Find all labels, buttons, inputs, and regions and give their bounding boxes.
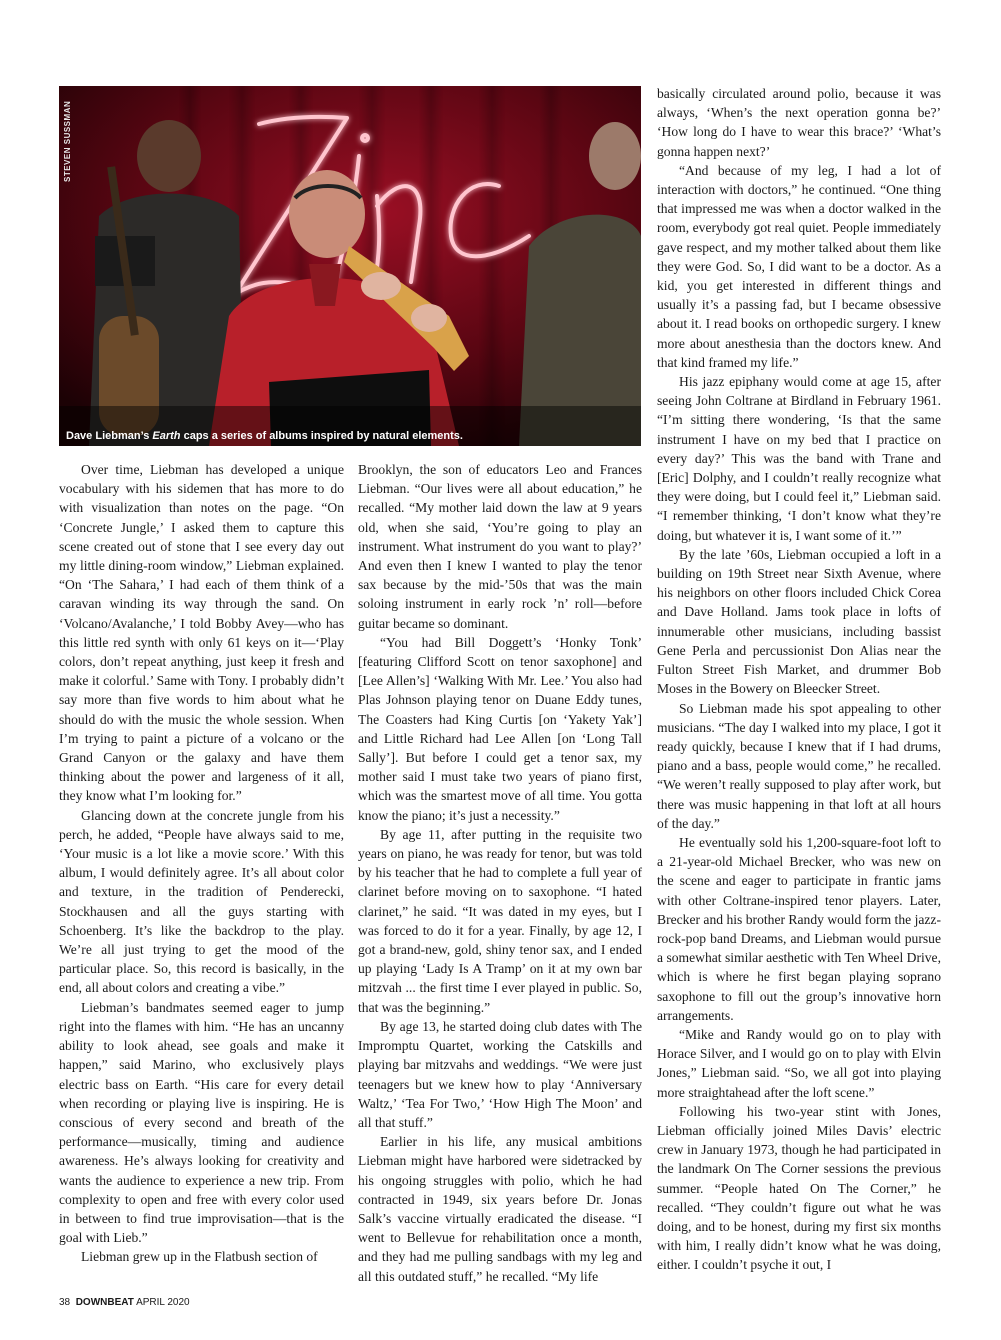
paragraph: basically circulated around polio, because it was always, ‘When’s the next operation gonna be?’ ‘How long do I have to wear this brace?’ ‘What’s gonna happen next?’ bbox=[657, 86, 941, 159]
paragraph: By the late ’60s, Liebman occupied a loft in a building on 19th Street near Sixth Avenue, where his neighbors on other floors included Chick Corea and Dave Holland. Jams took place in lofts of innumerable other musicians, including bassist Gene Perla and percussionist Don Alias near the Fulton Street Fish Market, and drummer Bob Moses in the Bowery on Bleecker Street. bbox=[657, 546, 941, 697]
paragraph: “Mike and Randy would go on to play with Horace Silver, and I would go on to play with Elvin Jones,” Liebman said. “So, we all got into playing more straightahead after the loft scene.” bbox=[657, 1026, 941, 1100]
article-column-2 bbox=[358, 460, 642, 1286]
article-column-1 bbox=[59, 460, 344, 1267]
paragraph: His jazz epiphany would come at age 15, after seeing John Coltrane at Birdland in February 1961. “I’m sitting there wondering, ‘Is that the same instrument I have on my bed that I practice on every day?’ This was the band with Trane and [Eric] Dolphy, and I couldn’t really recognize what they were doing, but I could feel it,” Liebman said. “I remember thinking, ‘I don’t know what they’re doing, but whatever it is, I want some of it.’” bbox=[657, 374, 941, 543]
paragraph: Earlier in his life, any musical ambitions Liebman might have harbored were sidetracked by his ongoing struggles with polio, which he had contracted in 1949, six years before Dr. Jonas Salk’s vaccine virtually eradicated the disease. “I went to Bellevue for rehabilitation once a month, and they had me pulling sandbags with my leg and all this outdated stuff,” he recalled. “My life bbox=[358, 1134, 642, 1284]
paragraph: Following his two-year stint with Jones, Liebman officially joined Miles Davis’ electric crew in January 1973, though he had participated in the landmark On The Corner sessions the previous summer. “People hated On The Corner,” he recalled. “They couldn’t figure out what he was doing, and to be honest, during my first six months with him, I really didn’t know what he was doing, either. I couldn’t psyche it out, I bbox=[657, 1103, 941, 1273]
paragraph: Over time, Liebman has developed a unique vocabulary with his sidemen that has more to do with visualization than notes on the page. “On ‘Concrete Jungle,’ I asked them to capture this scene created out of stone that I see every day out my little dining-room window,” Liebman explained. “On ‘The Sahara,’ I had each of them think of a caravan winding its way through the sand. On ‘Volcano/Avalanche,’ I told Bobby Avey—who has this little red synth with only 61 keys on it—‘Play colors, don’t repeat anything, just keep it fresh and make it colorful.’ Same with Tony. I probably didn’t say more than five words to him about what he should do with the music the whole session. When I’m trying to paint a picture of a volcano or the Grand Canyon or the galaxy and have them thinking about the power and largeness of it all, they know what I’m looking for.” bbox=[59, 462, 344, 804]
page-folio bbox=[59, 1297, 190, 1308]
caption-album-title: Earth bbox=[152, 430, 181, 442]
paragraph: By age 11, after putting in the requisite two years on piano, he was ready for tenor, but was told by his teacher that he had to complete a full year of clarinet before moving on to saxophone. “I hated clarinet,” he said. “It was dated in my eyes, but I was forced to do it for a year. Finally, by age 12, I got a brand-new, gold, shiny tenor sax, and I ended up playing ‘Lady Is A Tramp’ on it at my own bar mitzvah ... the first time I ever played in public. So, that was the beginning.” bbox=[358, 826, 642, 1015]
paragraph: “And because of my leg, I had a lot of interaction with doctors,” he continued. “One thing that impressed me was when a doctor walked in the room, everybody got real quiet. People immediately gave respect, and my mother talked about them like they were God. So, I did want to be a doctor. As a kid, you get interested in different things and usually it’s a passing fad, but I became obsessive about it. I read books on orthopedic surgery. I knew more about anesthesia than the doctors knew. And that kind framed my life.” bbox=[657, 162, 941, 370]
caption-text-pre: Dave Liebman’s bbox=[66, 430, 153, 442]
issue-date: APRIL 2020 bbox=[136, 1297, 190, 1308]
paragraph: Brooklyn, the son of educators Leo and Frances Liebman. “Our lives were all about education,” he recalled. “My mother laid down the law at 9 years old, when she said, ‘You’re going to play an instrument. What instrument do you want to play?’ And even then I knew I wanted to play the tenor sax because by the mid-’50s that was the main soloing instrument in early rock ’n’ roll—before guitar became so dominant. bbox=[358, 462, 642, 631]
article-column-3 bbox=[657, 84, 941, 1275]
photo-credit: STEVEN SUSSMAN bbox=[63, 100, 72, 182]
paragraph: By age 13, he started doing club dates with The Impromptu Quartet, working the Catskills and playing bar mitzvahs and weddings. “We were just teenagers but we knew how to play ‘Anniversary Waltz,’ ‘Tea For Two,’ ‘How High The Moon’ and all that stuff.” bbox=[358, 1018, 642, 1130]
paragraph: Liebman grew up in the Flatbush section of bbox=[81, 1249, 318, 1265]
paragraph: “You had Bill Doggett’s ‘Honky Tonk’ [featuring Clifford Scott on tenor saxophone] and [Lee Allen’s] ‘Walking With Mr. Lee.’ You also had Plas Johnson playing tenor on Duane Eddy tunes, The Coasters had King Curtis [on ‘Yakety Yak’] and Little Richard had Lee Allen [on ‘Long Tall Sally’]. But before I could get a tenor sax, my mother said I must take two years of piano first, which was the smartest move of all time. You gotta know the piano; it’s just a necessity.” bbox=[358, 634, 642, 823]
band-photo-illustration bbox=[59, 86, 641, 446]
paragraph: He eventually sold his 1,200-square-foot loft to a 21-year-old Michael Brecker, who was new on the scene and eager to participate in frantic jams with other Coltrane-inspired tenor players. Later, Brecker and his brother Randy would form the jazz-rock-pop band Dreams, and Liebman would pursue a somewhat similar aesthetic with Ten Wheel Drive, which is where he first began playing soprano saxophone to fill out the group’s innovative horn arrangements. bbox=[657, 834, 941, 1023]
publication-name: DOWNBEAT bbox=[75, 1297, 134, 1308]
paragraph: Glancing down at the concrete jungle from his perch, he added, “People have always said to me, ‘Your music is a lot like a movie score.’ With this album, I would definitely agree. It’s all about color and texture, in the tradition of Penderecki, Stockhausen and all the guys starting with Schoenberg. It’s like the backdrop to the play. We’re all just trying to get the mood of the particular place. So, this record is basically, in the end, all about colors and creating a vibe.” bbox=[59, 807, 344, 996]
page-number: 38 bbox=[59, 1297, 71, 1308]
photo-caption bbox=[66, 430, 463, 442]
paragraph: Liebman’s bandmates seemed eager to jump right into the flames with him. “He has an uncanny ability to look ahead, see goals and make it happen,” said Marino, who exclusively plays electric bass on Earth. “His care for every detail when recording or playing live is inspiring. He is conscious of every second and breath of the performance—musically, timing and audience awareness. He’s always looking for creativity and wants the audience to experience a new trip. From complexity to open and free with every color used in between to find true improvisation—that is the goal with Lieb.” bbox=[59, 999, 344, 1246]
article-photo bbox=[59, 86, 641, 446]
paragraph: So Liebman made his spot appealing to other musicians. “The day I walked into my place, I got it ready quickly, because I knew that if I had drums, piano and a bass, people would come,” he recalled. “We weren’t really supposed to play after work, but there was music happening in that loft at all hours of the day.” bbox=[657, 700, 941, 831]
caption-text-post: caps a series of albums inspired by natural elements. bbox=[180, 430, 463, 442]
